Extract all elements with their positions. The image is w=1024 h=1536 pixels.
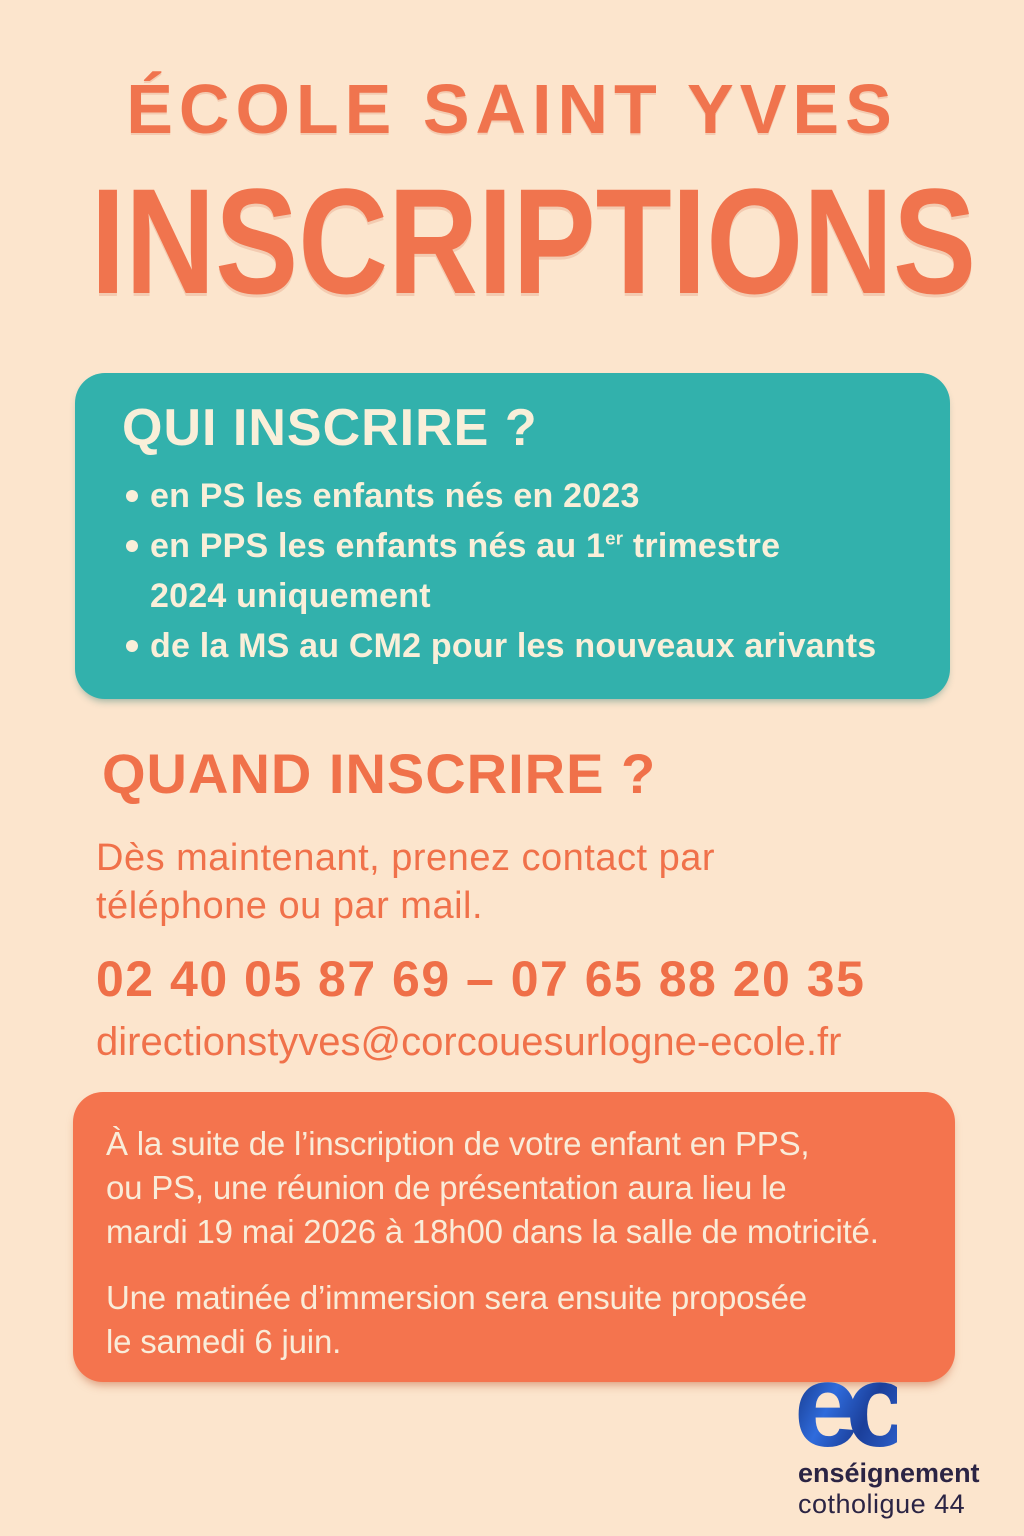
bullet-dot	[126, 640, 138, 652]
qui-inscrire-heading: QUI INSCRIRE ?	[122, 399, 538, 457]
bullet-text-line2: 2024 uniquement	[150, 576, 431, 615]
page-title: INSCRIPTIONS	[90, 157, 977, 325]
quand-inscrire-section	[96, 742, 966, 1064]
email-address: directionstyves@corcouesurlogne-ecole.fr	[96, 1020, 842, 1064]
bullet-text: en PS les enfants nés en 2023	[150, 476, 640, 515]
bullet-text: trimestre	[623, 526, 781, 565]
poster-header	[0, 70, 1024, 325]
qui-inscrire-card	[75, 373, 950, 699]
bullet-text: de la MS au CM2 pour les nouveaux arivants	[150, 626, 877, 665]
logo-text-line2: cotholigue 44	[798, 1488, 966, 1519]
ec-logo-block	[794, 1339, 1008, 1520]
bullet-text: en PPS les enfants nés au 1	[150, 526, 606, 565]
meeting-info-paragraph: À la suite de l’inscription de votre enfant en PPS, ou PS, une réunion de présentation aura lieu le mardi 19 mai 2026 à 18h00 dans la salle de motricité.	[106, 1125, 879, 1250]
ordinal-superscript: er	[605, 527, 624, 549]
phone-numbers: 02 40 05 87 69 – 07 65 88 20 35	[96, 951, 866, 1007]
bullet-item-ms-cm2	[122, 621, 922, 671]
contact-intro-text: Dès maintenant, prenez contact par téléphone ou par mail.	[96, 837, 716, 927]
bullet-dot	[126, 490, 138, 502]
quand-inscrire-heading: QUAND INSCRIRE ?	[102, 742, 657, 805]
bullet-item-pps	[122, 521, 922, 621]
qui-bullet-list	[122, 471, 922, 671]
bullet-dot	[126, 540, 138, 552]
immersion-info-paragraph: Une matinée d’immersion sera ensuite proposée le samedi 6 juin.	[106, 1279, 807, 1360]
bullet-item-ps	[122, 471, 922, 521]
school-name: ÉCOLE SAINT YVES	[126, 70, 898, 148]
ec-logo-icon: ec	[794, 1339, 897, 1472]
logo-text-line1: enséignement	[798, 1457, 980, 1488]
meeting-info-card	[73, 1092, 955, 1382]
